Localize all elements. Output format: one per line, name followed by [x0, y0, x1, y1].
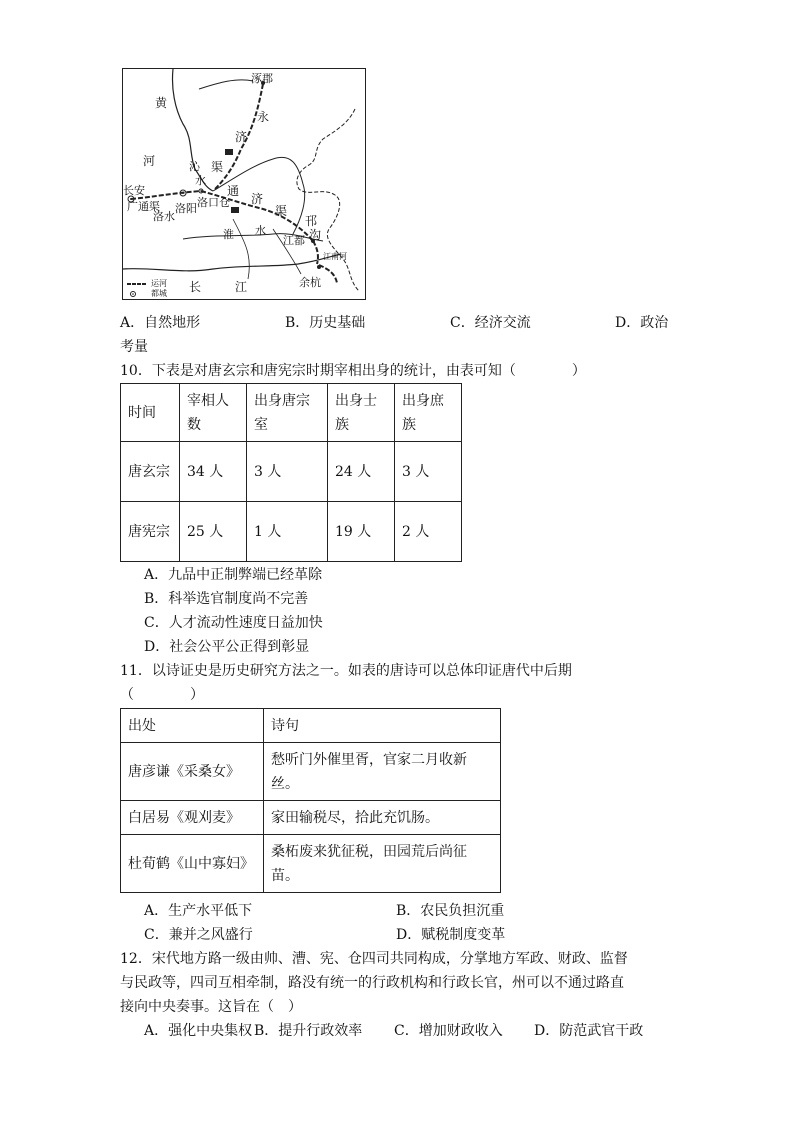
- label-luoshui: 洛水: [153, 210, 175, 223]
- legend-canal-label: 运河: [151, 279, 167, 288]
- label-guangtong: 广通渠: [127, 200, 160, 213]
- q11-option-a: A．生产水平低下: [144, 903, 253, 919]
- q10-header-cell: 时间: [121, 384, 180, 442]
- q10-stem: 10．下表是对唐玄宗和唐宪宗时期宰相出身的统计，由表可知（ ）: [120, 363, 586, 379]
- q11-cell: 白居易《观刈麦》: [121, 801, 264, 835]
- q10-cell: 唐玄宗: [121, 442, 180, 502]
- label-chang: 长: [189, 280, 202, 294]
- table-row: [121, 743, 501, 801]
- label-zhuojun: 涿郡: [251, 72, 273, 85]
- q11-cell: 杜荀鹤《山中寡妇》: [121, 835, 264, 893]
- legend-capital-label: 都城: [151, 289, 167, 298]
- label-han: 邗: [305, 214, 318, 228]
- q11-option-d: D．赋税制度变革: [396, 927, 506, 943]
- q10-cell: 唐宪宗: [121, 502, 180, 562]
- q10-cell: 25 人: [180, 502, 247, 562]
- grand-canal-map: [122, 68, 366, 300]
- label-qin: 沁: [189, 160, 200, 173]
- label-tong: 通: [227, 184, 240, 198]
- q9-option-d-continued: 考量: [120, 339, 148, 355]
- q10-header-cell: 宰相人数: [180, 384, 247, 442]
- label-he: 河: [143, 154, 156, 168]
- q10-table-header: [121, 384, 462, 442]
- label-yong: 永: [257, 110, 270, 124]
- label-yuhang: 余杭: [299, 276, 321, 289]
- q11-option-b: B．农民负担沉重: [396, 903, 505, 919]
- q12-stem-line1: 12．宋代地方路一级由帅、漕、宪、仓四司共同构成，分掌地方军政、财政、监督: [120, 951, 628, 967]
- q11-header-cell: 诗句: [264, 709, 501, 743]
- table-row: [121, 801, 501, 835]
- q10-option-b: B．科举选官制度尚不完善: [144, 591, 309, 607]
- q10-cell: 3 人: [247, 442, 328, 502]
- label-qu2: 渠: [275, 204, 288, 218]
- label-luokoucang: 洛口仓: [197, 196, 230, 209]
- q10-header-cell: 出身士族: [328, 384, 395, 442]
- q10-option-a: A．九品中正制弊端已经革除: [144, 567, 323, 583]
- label-changan: 长安: [123, 184, 145, 197]
- q10-header-cell: 出身唐宗室: [247, 384, 328, 442]
- q9-option-b: B．历史基础: [285, 315, 366, 331]
- q12-option-b: B．提升行政效率: [254, 1023, 363, 1039]
- label-luoyang: 洛阳: [175, 202, 197, 215]
- q11-stem-continued: （ ）: [120, 687, 204, 703]
- q11-table-header: [121, 709, 501, 743]
- q11-cell: 愁听门外催里胥，官家二月收新丝。: [264, 743, 501, 801]
- q11-option-c: C．兼并之风盛行: [144, 927, 253, 943]
- q10-cell: 24 人: [328, 442, 395, 502]
- q9-option-c: C．经济交流: [450, 315, 531, 331]
- q9-option-a: A．自然地形: [120, 315, 201, 331]
- table-row: [121, 502, 462, 562]
- table-row: [121, 442, 462, 502]
- q11-header-cell: 出处: [121, 709, 264, 743]
- q10-option-d: D．社会公平公正得到彰显: [144, 639, 310, 655]
- label-jiangdu: 江都: [283, 234, 305, 247]
- q11-cell: 家田输税尽，拾此充饥肠。: [264, 801, 501, 835]
- q11-table: [120, 708, 501, 893]
- q12-option-c: C．增加财政收入: [394, 1023, 503, 1039]
- q10-cell: 3 人: [395, 442, 462, 502]
- q11-stem: 11．以诗证史是历史研究方法之一。如表的唐诗可以总体印证唐代中后期: [120, 663, 572, 679]
- label-shui2: 水: [255, 224, 266, 237]
- label-jiangnan: 江南河: [323, 252, 347, 261]
- label-ji1: 济: [235, 130, 248, 144]
- q10-table: [120, 383, 462, 562]
- label-huai: 淮: [223, 228, 234, 241]
- q11-cell: 唐彦谦《采桑女》: [121, 743, 264, 801]
- q10-cell: 34 人: [180, 442, 247, 502]
- q10-option-c: C．人才流动性速度日益加快: [144, 615, 323, 631]
- label-huang: 黄: [155, 96, 168, 110]
- q12-stem-line3: 接向中央奏事。这旨在（ ）: [120, 999, 302, 1015]
- label-ji2: 济: [251, 192, 264, 206]
- label-gou: 沟: [309, 228, 322, 242]
- q10-cell: 19 人: [328, 502, 395, 562]
- q11-cell: 桑柘废来犹征税，田园荒后尚征苗。: [264, 835, 501, 893]
- q12-option-d: D．防范武官干政: [534, 1023, 644, 1039]
- label-shui1: 水: [195, 174, 206, 187]
- q10-cell: 2 人: [395, 502, 462, 562]
- q9-option-d: D．政治: [615, 315, 669, 331]
- q10-cell: 1 人: [247, 502, 328, 562]
- q12-stem-line2: 与民政等，四司互相牵制，路没有统一的行政机构和行政长官，州可以不通过路直: [120, 975, 624, 991]
- q12-option-a: A．强化中央集权: [144, 1023, 253, 1039]
- label-qu1: 渠: [211, 160, 224, 174]
- label-jiang: 江: [235, 280, 248, 294]
- q10-header-cell: 出身庶族: [395, 384, 462, 442]
- table-row: [121, 835, 501, 893]
